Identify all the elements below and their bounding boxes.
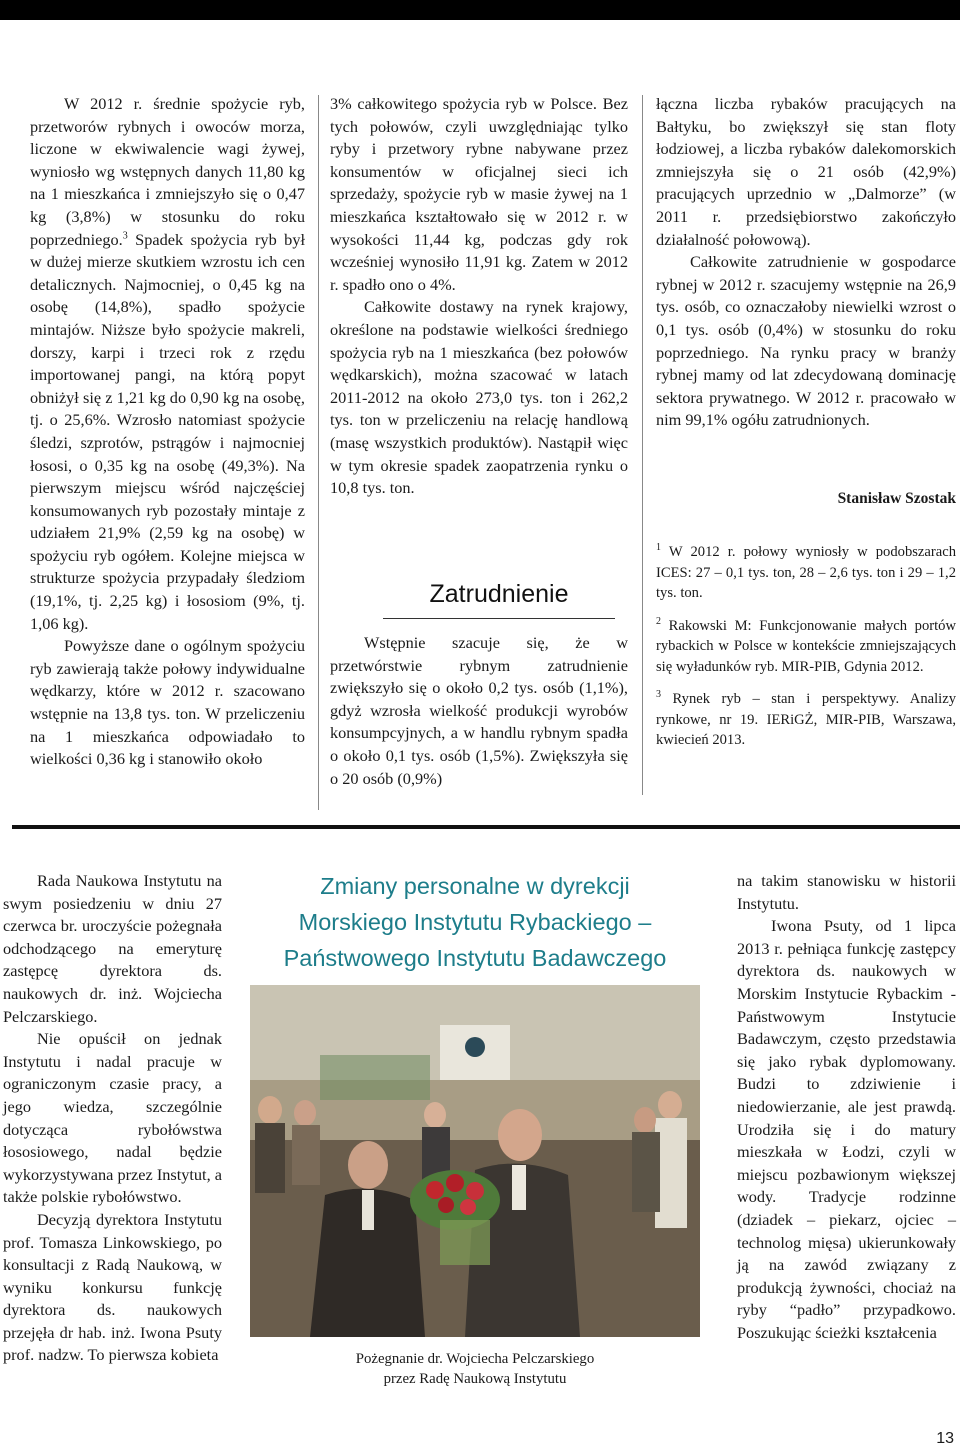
photo-illustration — [250, 985, 700, 1337]
page-number: 13 — [936, 1430, 954, 1447]
footnote-text: W 2012 r. połowy wyniosły w podobszarach ICES: 27 – 0,1 tys. ton, 28 – 2,6 tys. ton i 29 – 1,2 tys. ton. — [656, 544, 956, 601]
paragraph: Nie opuścił on jednak Instytutu i nadal pracuje w ograniczonym czasie pracy, a jego wiedza, szczególnie dotycząca rybołówstwa łososiowego, nadal będzie wykorzystywana przez Instytut, a także polskie rybołówstwo. — [3, 1029, 222, 1207]
footnote-number: 1 — [656, 542, 661, 554]
caption-line: Pożegnanie dr. Wojciecha Pelczarskiego — [355, 1351, 595, 1367]
farewell-photo — [250, 985, 700, 1337]
paragraph: Całkowite dostawy na rynek krajowy, określone na podstawie wielkości średniego spożycia ryb na 1 mieszkańca (bez połowów wędkarskich), można szacować w latach 2011-2012 na około 273,0 tys. ton i 262,2 tys. ton w przeliczeniu na relację handlową (masę wszystkich produktów). Nastąpił więc w tym okresie spadek zaopatrzenia rynku o 10,8 tys. ton. — [330, 297, 628, 498]
headline-line: Morskiego Instytutu Rybackiego – — [298, 909, 652, 935]
article-column-2-continued — [330, 632, 628, 790]
paragraph: Iwona Psuty, od 1 lipca 2013 r. pełniąca funkcję zastępcy dyrektora ds. naukowych w Morskim Instytucie Rybackim - Państwowym Instytucie Badawczym, często przedstawia się jako rybak dyplomowany. Budzi to zdziwienie i niedowierzanie, ale jest prawdą. Urodziła się i do matury mieszkała w Łodzi, czyli w miejscu pozbawionym większej wody. Tradycje rodzinne (dziadek – piekarz, ojciec – technolog mięsa) ukierunkowały ją na zawód związany z produkcją żywności, chociaż na ryby “padło” przypadkowo. Poszukując ścieżki kształcenia — [737, 916, 956, 1342]
caption-line: przez Radę Naukową Instytutu — [383, 1371, 567, 1387]
article-column-3 — [656, 93, 956, 432]
footnote-text: Rakowski M: Funkcjonowanie małych portów rybackich w Polsce w kontekście zmniejszających się wyładunków ryb. MIR-PIB, Gdynia 2012. — [656, 617, 956, 675]
paragraph: Powyższe dane o ogólnym spożyciu ryb zawierają także połowy indywidualne wędkarzy, które w 2012 r. szacowano wstępnie na 13,8 tys. ton. W przeliczeniu na 1 mieszkańca odpowiadało to wielkości 0,36 kg i stanowiło około — [30, 636, 305, 769]
column-divider — [318, 95, 319, 810]
article-column-2 — [330, 93, 628, 500]
news-headline — [250, 868, 700, 976]
heading-underline — [383, 618, 615, 619]
footnote — [656, 542, 956, 604]
footnotes — [656, 542, 956, 763]
text: Spadek spożycia ryb był w dużej mierze skutkiem wzrostu ich cen detalicznych. Najmocniej, o 0,45 kg na osobę (14,8%), spadło spożycie mintajów. Niższe było spożycie makreli, dorszy, karpi i trzeci rok z rzędu importowanej pangi, na którą popyt obniżył się z 1,21 kg do 0,90 kg na osobę, tj. o 25,6%. Wzrosło natomiast spożycie śledzi, szprotów, pstrągów i najmocniej łososi, o 0,35 kg na osobę (49,3%). Na pierwszym miejscu wśród najczęściej konsumowanych ryb pozostały mintaje z udziałem 21,9% (2,59 kg na osobę) w spożyciu ryb ogółem. Kolejne miejsca w strukturze spożycia przypadały śledziom (19,1%, tj. 2,25 kg) i łososiom (9%, tj. 1,06 kg). — [30, 229, 305, 633]
text: W 2012 r. średnie spożycie ryb, przetworów rybnych i owoców morza, liczone w ekwiwalencie wagi żywej, wyniosło wg wstępnych danych 11,80 kg na 1 mieszkańca i zmniejszyło się o 0,47 kg (3,8%) w stosunku do roku poprzedniego. — [30, 94, 305, 249]
footnote — [656, 689, 956, 751]
headline-line: Zmiany personalne w dyrekcji — [320, 873, 630, 899]
footnote-text: Rynek ryb – stan i perspektywy. Analizy rynkowe, nr 19. IERiGŻ, MIR-PIB, Warszawa, kwiecień 2013. — [656, 691, 956, 748]
paragraph: Decyzją dyrektora Instytutu prof. Tomasza Linkowskiego, po konsultacji z Radą Naukową, w wyniku konkursu funkcję dyrektora ds. naukowych przejęła dr hab. inż. Iwona Psuty prof. nadzw. To pierwsza kobieta — [3, 1209, 222, 1365]
headline-line: Państwowego Instytutu Badawczego — [283, 945, 667, 971]
top-bar — [0, 0, 960, 20]
photo-caption — [250, 1349, 700, 1389]
paragraph: Wstępnie szacuje się, że w przetwórstwie rybnym zatrudnienie zwiększyło się o około 0,2 tys. osób (1,1%), gdyż wzrosła wielkość produkcji wyrobów konsumpcyjnych, a w handlu rybnym spadła o około 0,1 tys. osób (1,5%). Zwiększyła się o 20 osób (0,9%) — [330, 633, 628, 788]
section-heading: Zatrudnienie — [429, 580, 569, 608]
footnote-number: 2 — [656, 615, 661, 627]
footnote-number: 3 — [656, 689, 661, 701]
column-divider — [642, 95, 643, 795]
paragraph: łączna liczba rybaków pracujących na Bałtyku, bo zwiększył się stan floty łodziowej, a liczba rybaków dalekomorskich zmniejszyła się o 21 osób (42,9%) pracujących uprzednio w „Dalmorze” (w 2011 r. przedsiębiorstwo zakończyło działalność połowową). — [656, 94, 956, 249]
paragraph: Rada Naukowa Instytutu na swym posiedzeniu w dniu 27 czerwca br. uroczyście pożegnała odchodzącego na emeryturę zastępcę dyrektora ds. naukowych dr. inż. Wojciecha Pelczarskiego. — [3, 871, 222, 1026]
paragraph: 3% całkowitego spożycia ryb w Polsce. Bez tych połowów, czyli uwzględniając tylko ryby i przetwory rybne nabywane przez konsumentów w oficjalnej sieci ich sprzedaży, spożycie ryb w masie żywej na 1 mieszkańca kształtowało się w 2012 r. w wysokości 11,44 kg, podczas gdy rok wcześniej wynosiło 11,91 kg. Zatem w 2012 r. spadło ono o 4%. — [330, 94, 628, 294]
article-column-1 — [30, 93, 305, 771]
footnote — [656, 616, 956, 678]
news-column-right — [737, 870, 956, 1344]
news-column-left — [3, 870, 222, 1367]
paragraph: na takim stanowisku w historii Instytutu. — [737, 871, 956, 913]
paragraph: Całkowite zatrudnienie w gospodarce rybnej w 2012 r. szacujemy wstępnie na 26,9 tys. osób, co oznaczałoby niewielki wzrost o 0,1 tys. osób (0,4%) w stosunku do roku poprzedniego. Na rynku pracy w branży rybnej mamy od lat zdecydowaną dominację sektora prywatnego. W 2012 r. pracowało w nim 99,1% ogółu zatrudnionych. — [656, 252, 956, 430]
paragraph — [30, 93, 305, 635]
footnote-ref: 3 — [122, 230, 128, 242]
author-signature: Stanisław Szostak — [837, 490, 956, 507]
section-separator — [12, 825, 960, 829]
